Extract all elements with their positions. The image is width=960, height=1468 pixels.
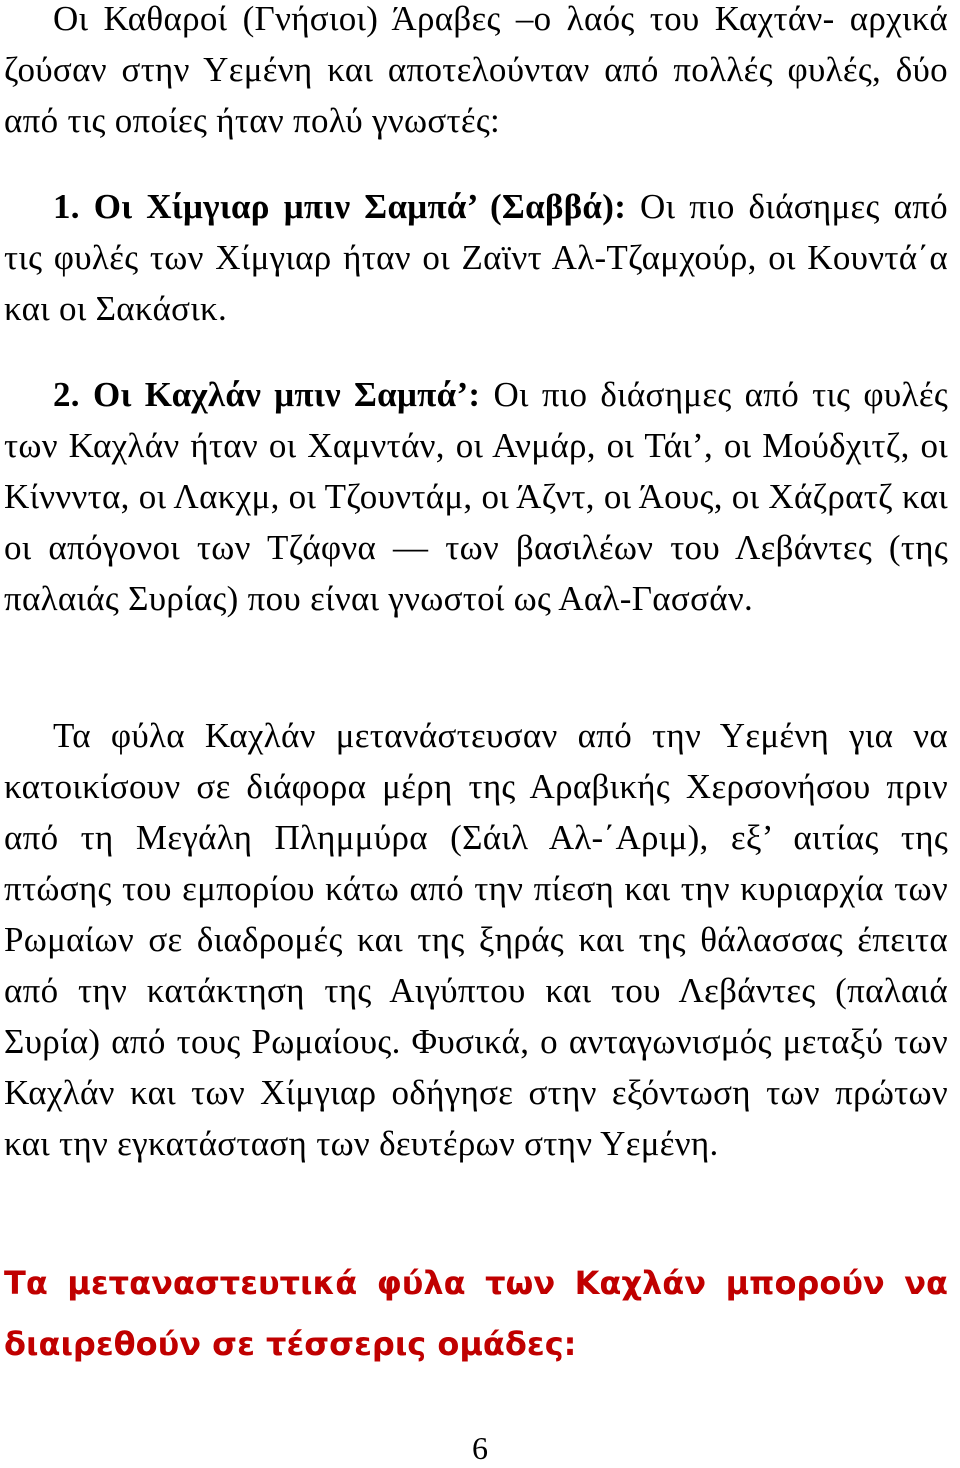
intro-paragraph: Οι Καθαροί (Γνήσιοι) Άραβες –ο λαός του Καχτάν- αρχικά ζούσαν στην Υεμένη και αποτελούνταν από πολλές φυλές, δύο από τις οποίες ήταν πολύ γνωστές:	[4, 0, 948, 140]
list-item-2-text: Οι πιο διάσημες από τις φυλές των Καχλάν ήταν οι Χαμντάν, οι Ανμάρ, οι Τάι’, οι Μούδχιτζ, οι Κίννντα, οι Λακχμ, οι Τζουντάμ, οι Άζντ, οι Άους, οι Χάζρατζ και οι απόγονοι των Τζάφνα — των βασιλέων του Λεβάντες (της παλαιάς Συρίας) που είναι γνωστοί ως Ααλ-Γασσάν.	[4, 375, 948, 618]
list-item-1-title: Οι Χίμγιαρ μπιν Σαμπά’ (Σαββά):	[93, 187, 627, 226]
list-item-2	[4, 369, 948, 624]
list-item-1	[4, 181, 948, 334]
migration-paragraph: Τα φύλα Καχλάν μετανάστευσαν από την Υεμένη για να κατοικίσουν σε διάφορα μέρη της Αραβικής Χερσονήσου πριν από τη Μεγάλη Πλημμύρα (Σάιλ Αλ-΄Αριμ), εξ’ αιτίας της πτώσης του εμπορίου κάτω από την πίεση και την κυριαρχία των Ρωμαίων σε διαδρομές και της ξηράς και της θάλασσας έπειτα από την κατάκτηση της Αιγύπτου και του Λεβάντες (παλαιά Συρία) από τους Ρωμαίους. Φυσικά, ο ανταγωνισμός μεταξύ των Καχλάν και των Χίμγιαρ οδήγησε στην εξόντωση των πρώτων και την εγκατάσταση των δευτέρων στην Υεμένη.	[4, 716, 948, 1163]
list-item-1-number: 1.	[53, 187, 80, 226]
list-item-2-number: 2.	[53, 375, 80, 414]
list-item-1-text: Οι πιο διάσημες από τις φυλές των Χίμγιαρ ήταν οι Ζαϊντ Αλ-Τζαμχούρ, οι Κουντά΄α και οι Σακάσικ.	[4, 187, 948, 328]
page-number: 6	[472, 1430, 488, 1466]
list-item-2-title: Οι Καχλάν μπιν Σαμπά’:	[92, 375, 481, 414]
section-heading: Τα μεταναστευτικά φύλα των Καχλάν μπορούν να διαιρεθούν σε τέσσερις ομάδες:	[4, 1264, 948, 1363]
